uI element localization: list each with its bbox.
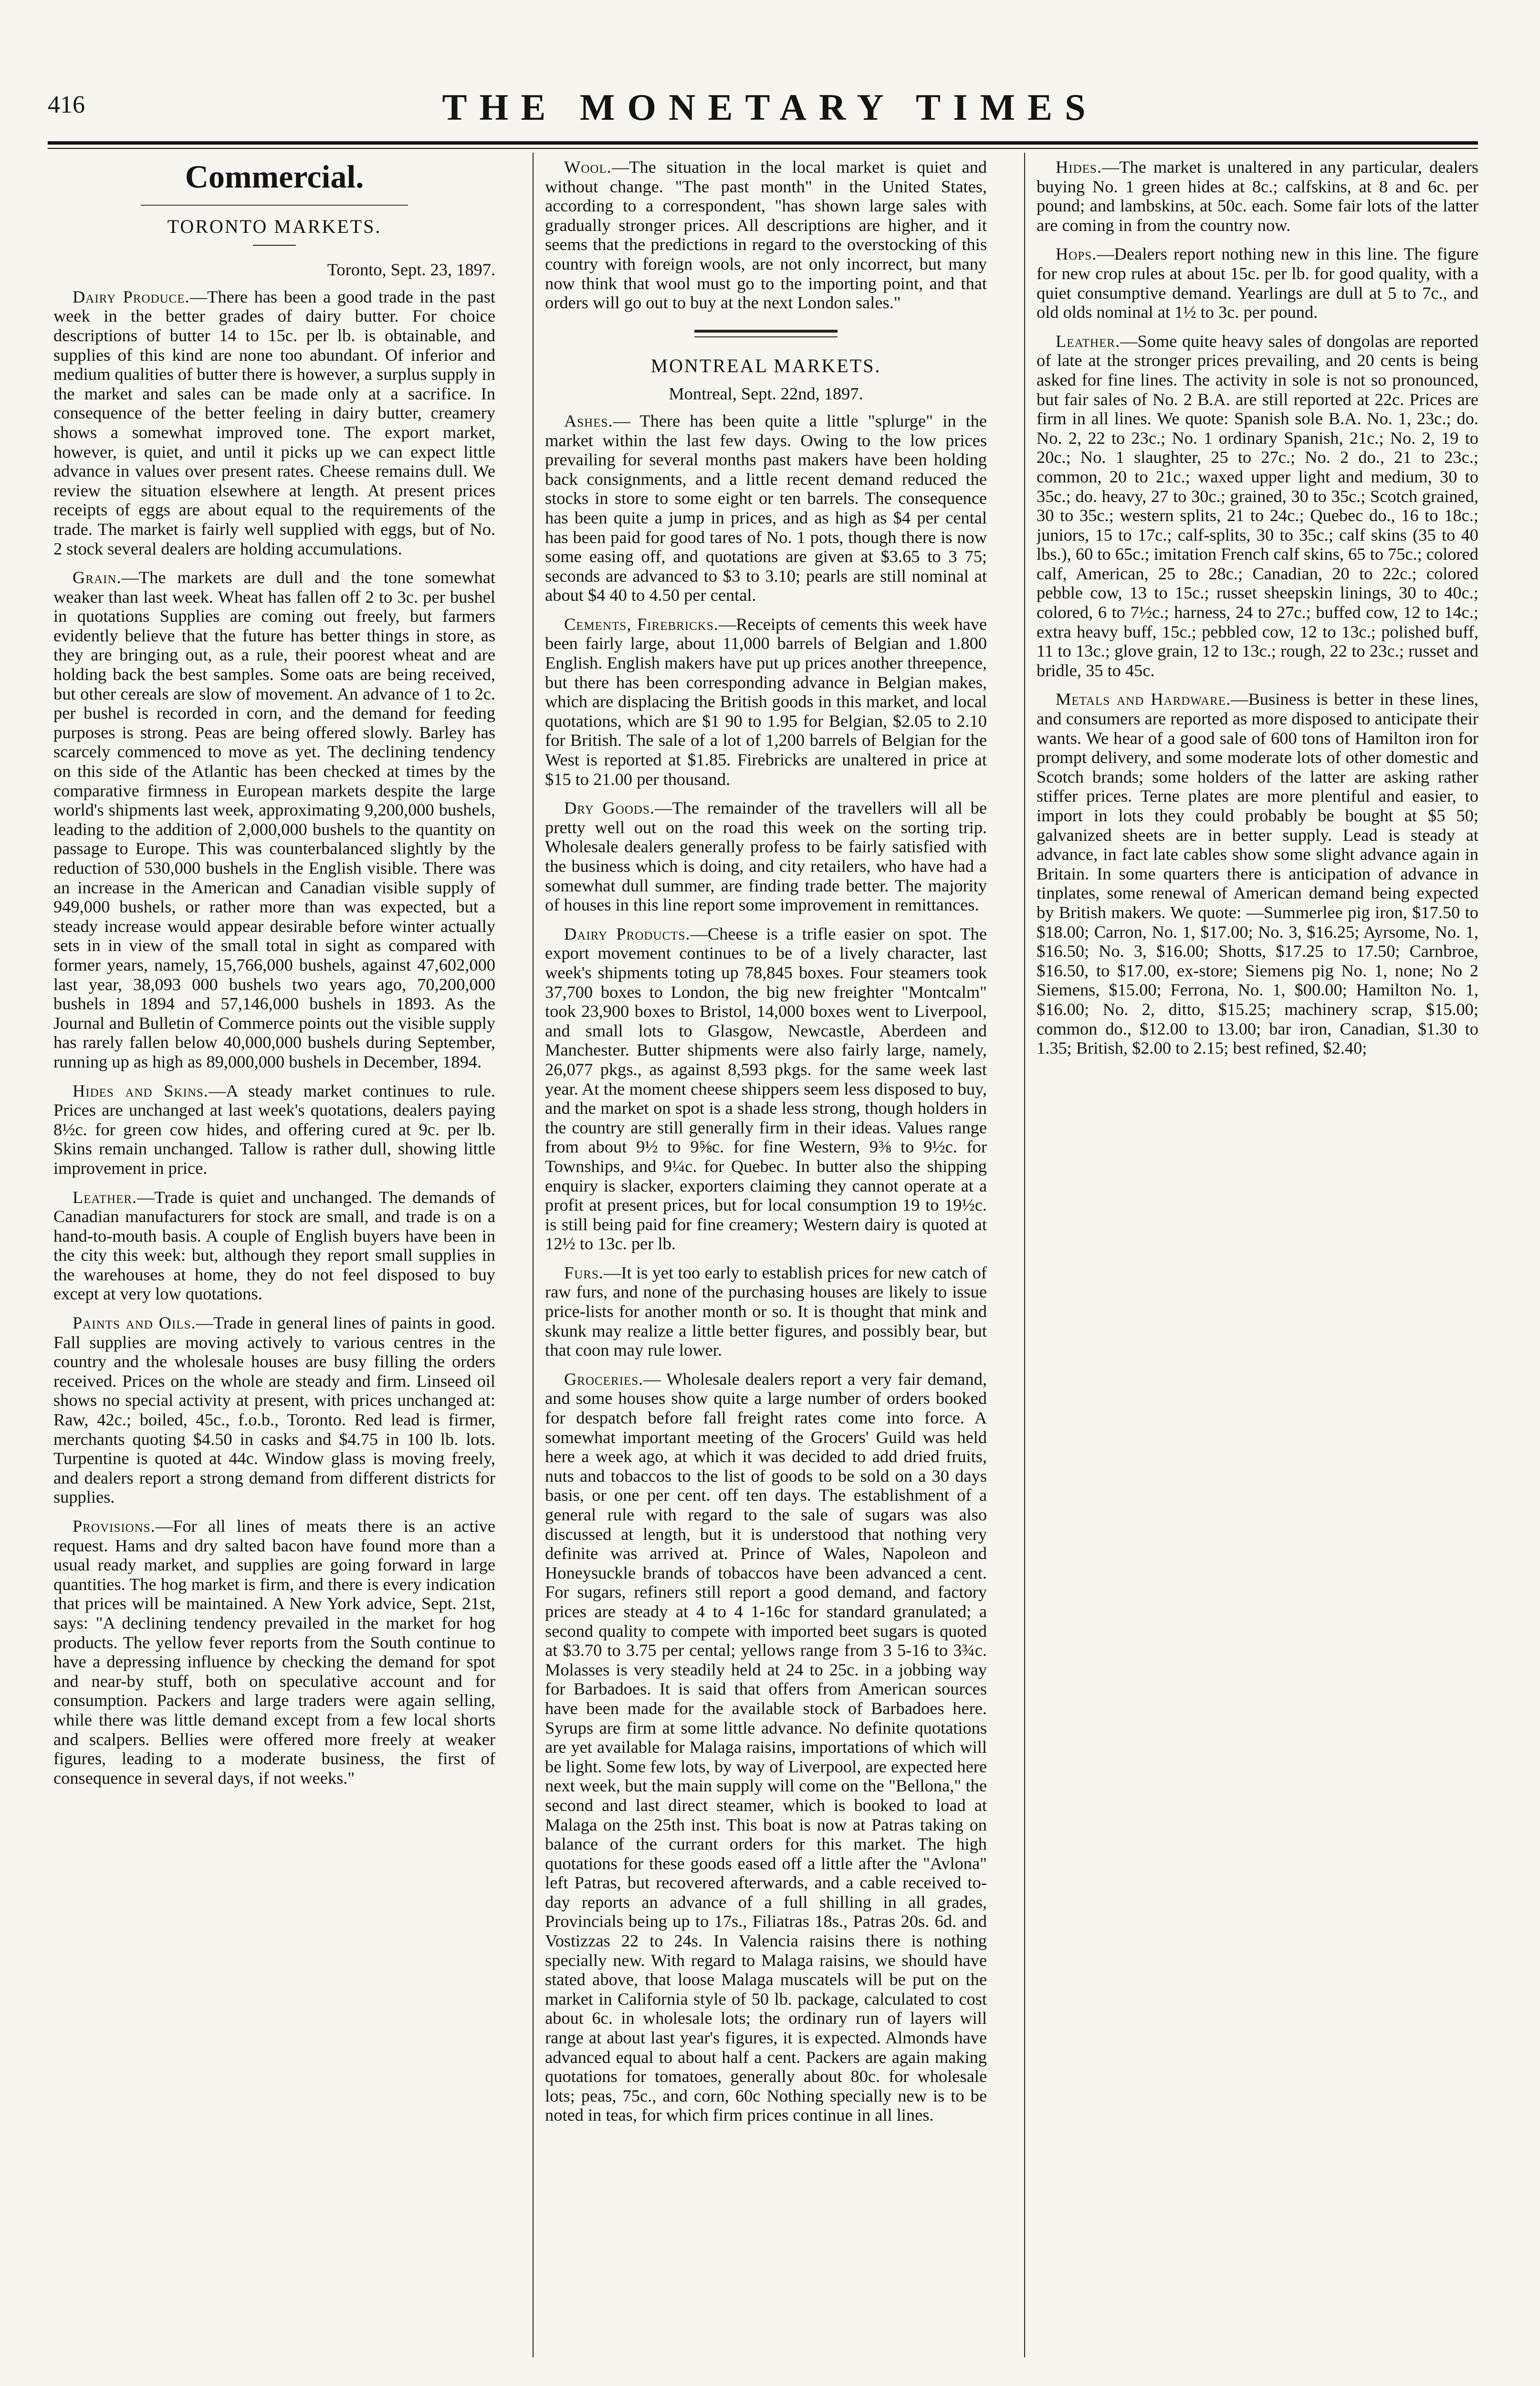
item-head: Leather. [1056, 331, 1121, 351]
item-text: —There has been a good trade in the past week in the better grades of dairy butter. For choice descriptions of butter 14 to 15c. per lb. is obtainable, and supplies of this kind are none too abundant. Of inferior and medium qualities of butter there is however, a surplus supply in the market and sales can be made only at a sacrifice. In consequence of the better feeling in dairy butter, creamery shows a somewhat improved tone. The export market, however, is quiet, and until it picks up we can expect little advance in values over present rates. Cheese remains dull. We review the situation elsewhere at length. At present prices receipts of eggs are about equal to the requirements of the trade. The market is fairly well supplied with eggs, but of No. 2 stock several dealers are holding accumulations. [53, 287, 495, 558]
montreal-groceries-paragraph [545, 1370, 987, 2125]
montreal-metals-paragraph [1037, 690, 1478, 1057]
toronto-provisions-paragraph [53, 1517, 495, 1788]
item-text: —The market is unaltered in any particular, dealers buying No. 1 green hides at 8c.; calfskins, at 8 and 6c. per pound; and lambskins, at 50c. each. Some fair lots of the latter are coming in from the country now. [1037, 157, 1478, 235]
item-head: Dairy Products. [564, 924, 691, 943]
column-divider [1024, 153, 1025, 2357]
item-head: Paints and Oils. [73, 1313, 196, 1333]
item-text: —Trade in general lines of paints in good. Fall supplies are moving actively to various centres in the country and the wholesale houses are busy filling the orders received. Prices on the whole are steady and firm. Linseed oil shows no special activity at present, with prices unchanged at: Raw, 42c.; boiled, 45c., f.o.b., Toronto. Red lead is firmer, merchants quoting $4.50 in casks and $4.75 in 100 lb. lots. Turpentine is quoted at 44c. Window glass is moving freely, and dealers report a strong demand from different districts for supplies. [53, 1313, 495, 1507]
item-head: Ashes. [564, 411, 613, 430]
item-text: —The remainder of the travellers will all be pretty well out on the road this week on the sorting trip. Wholesale dealers generally profess to be fairly satisfied with the business which is doing, and city retailers, who have had a somewhat dull summer, are finding trade better. The majority of houses in this line report some improvement in remittances. [545, 798, 987, 915]
item-head: Grain. [73, 568, 122, 587]
toronto-dateline: Toronto, Sept. 23, 1897. [327, 260, 495, 280]
montreal-ashes-paragraph [545, 411, 987, 605]
section-divider [694, 330, 838, 337]
item-head: Hides. [1056, 157, 1102, 177]
item-text: —It is yet too early to establish prices for new catch of raw furs, and none of the purchasing houses are likely to issue price-lists for another month or so. It is thought that mink and skunk may realize a little better figures, and possibly bear, but that coon may rule lower. [545, 1263, 987, 1360]
item-text: — There has been quite a little "splurge" in the market within the last few days. Owing to the low prices prevailing for several months past makers have been holding back consignments, and a little recent demand reduced the stocks in store to some eight or ten barrels. The consequence has been quite a jump in prices, and as high as $4 per cental has been paid for good tares of No. 1 pots, though there is now some easing off, and quotations are given at $3.65 to 3 75; seconds are advanced to $3 to 3.10; pearls are still nominal at about $4 40 to 4.50 per cental. [545, 411, 987, 605]
column-divider [533, 153, 534, 2357]
toronto-grain-paragraph [53, 568, 495, 1071]
item-text: —Cheese is a trifle easier on spot. The export movement continues to be of a lively character, last week's shipments toting up 78,845 boxes. Four steamers took 37,700 boxes to London, the big new freighter "Montcalm" took 23,900 boxes to Bristol, 14,000 boxes went to Liverpool, and small lots to Glasgow, Newcastle, Aberdeen and Manchester. Butter shipments were also fairly large, namely, 26,077 pkgs., as against 8,593 pkgs. for the same week last year. At the moment cheese shippers seem less disposed to buy, and the market on spot is a shade less strong, though holders in the country are still generally firm in their ideas. Values range from about 9½ to 9⅝c. for fine Western, 9⅜ to 9½c. for Townships, and 9¼c. for Quebec. In butter also the shipping enquiry is slacker, exporters claiming they cannot operate at a profit at present prices, but for local consumption 19 to 19½c. is still being paid for fine creamery; Western dairy is quoted at 12½ to 13c. per lb. [545, 924, 987, 1254]
montreal-dairy-paragraph [545, 924, 987, 1254]
masthead-rule [48, 141, 1478, 145]
montreal-dateline: Montreal, Sept. 22nd, 1897. [669, 384, 863, 404]
divider [253, 245, 296, 246]
item-text: —The markets are dull and the tone somewhat weaker than last week. Wheat has fallen off 2 to 3c. per bushel in quotations Supplies are coming out freely, but farmers evidently believe that the future has better things in store, as they are bringing out, as a rule, their poorest wheat and are holding back the best samples. Some oats are being received, but other cereals are slow of movement. An advance of 1 to 2c. per bushel is recorded in corn, and the demand for feeding purposes is strong. Peas are being offered slowly. Barley has scarcely commenced to move as yet. The declining tendency on this side of the Atlantic has been checked at times by the comparative firmness in European markets despite the large world's shipments last week, approximating 9,200,000 bushels, leading to the addition of 2,000,000 bushels to the quantity on passage to Europe. This was counterbalanced slightly by the reduction of 530,000 bushels in the English visible. There was an increase in the American and Canadian visible supply of 949,000 bushels, or rather more than was expected, but a steady increase would appear desirable before winter actually sets in in view of the small total in sight as compared with former years, namely, 15,766,000 bushels, against 47,602,000 last year, 38,093 000 bushels two years ago, 70,200,000 bushels in 1894 and 57,146,000 bushels in 1893. As the Journal and Bulletin of Commerce points out the visible supply has rarely fallen below 40,000,000 bushels during September, running up as high as 89,000,000 bushels in December, 1894. [53, 568, 495, 1071]
item-head: Cements, Firebricks. [564, 614, 719, 634]
item-text: — Wholesale dealers report a very fair demand, and some houses show quite a large number of orders booked for despatch before fall freight rates come into force. A somewhat important meeting of the Grocers' Guild was held here a week ago, at which it was decided to add dried fruits, nuts and tobaccos to the list of goods to be sold on a 30 days basis, or one per cent. off ten days. The establishment of a general rule with regard to the sale of sugars was also discussed at length, but it is understood that nothing very definite was arrived at. Prince of Wales, Napoleon and Honeysuckle brands of tobaccos have been advanced a cent. For sugars, refiners still report a good demand, and factory prices are steady at 4 to 4 1-16c for standard granulated; a second quality to compete with imported beet sugars is quoted at $3.70 to 3.75 per cental; yellows range from 3 5-16 to 3¾c. Molasses is very steadily held at 24 to 25c. in a jobbing way for Barbadoes. It is said that offers from American sources have been made for the available stock of Barbadoes here. Syrups are firm at some little advance. No definite quotations are yet available for Malaga raisins, importations of which will be light. Some few lots, by way of Liverpool, are expected here next week, but the main supply will come on the "Bellona," the second and last direct steamer, which is booked to load at Malaga on the 25th inst. This boat is now at Patras taking on balance of the currant orders for this market. The high quotations for these goods eased off a little after the "Avlona" left Patras, but recovered afterwards, and a cable received to-day reports an advance of a full shilling in all grades, Provincials being up to 17s., Filiatras 18s., Patras 20s. 6d. and Vostizzas 22 to 24s. In Valencia raisins there is nothing specially new. With regard to Malaga raisins, we should have stated above, that loose Malaga muscatels will be put on the market in California style of 50 lb. package, calculated to cost about 6c. in wholesale lots; the ordinary run of layers will range at about last year's figures, it is expected. Almonds have advanced equal to about half a cent. Packers are again making quotations for tomatoes, generally about 80c. for wholesale lots; peas, 75c., and corn, 60c Nothing specially new is to be noted in teas, for which firm prices continue in all lines. [545, 1369, 987, 2125]
item-head: Provisions. [73, 1517, 156, 1536]
montreal-drygoods-paragraph [545, 798, 987, 915]
item-text: —Business is better in these lines, and consumers are reported as more disposed to anticipate their wants. We hear of a good sale of 600 tons of Hamilton iron for prompt delivery, and some moderate lots of other domestic and Scotch brands; some holders of the latter are asking rather stiffer prices. Terne plates are more plentiful and easier, to import in lots they could probably be bought at $5 50; galvanized sheets are in better supply. Lead is steady at advance, in fact late cables show some slight advance again in Britain. In some quarters there is anticipation of advance in tinplates, some renewal of American demand being expected by British makers. We quote: —Summerlee pig iron, $17.50 to $18.00; Carron, No. 1, $17.00; No. 3, $16.25; Ayrsome, No. 1, $16.50; No. 3, $16.00; Shotts, $17.25 to 17.50; Carnbroe, $16.50, to $17.00, ex-store; Siemens pig No. 1, none; No 2 Siemens, $15.00; Ferrona, No. 1, $00.00; Hamilton No. 1, $16.00; No. 2, ditto, $15.25; machinery scrap, $15.00; common do., $12.00 to 13.00; bar iron, Canadian, $1.30 to 1.35; British, $2.00 to 2.15; best refined, $2.40; [1037, 690, 1478, 1058]
montreal-leather-paragraph [1037, 332, 1478, 680]
item-text: —Some quite heavy sales of dongolas are reported of late at the stronger prices prevailing, and 20 cents is being asked for fine lines. The activity in sole is not so pronounced, but fair sales of No. 2 B.A. are still reported at 22c. Prices are firm in all lines. We quote: Spanish sole B.A. No. 1, 23c.; do. No. 2, 22 to 23c.; No. 1 ordinary Spanish, 21c.; No. 2, 19 to 20c.; No. 1 slaughter, 25 to 27c.; No. 2 do., 21 to 23c.; common, 20 to 21c.; waxed upper light and medium, 30 to 35c.; do. heavy, 27 to 30c.; grained, 30 to 35c.; Scotch grained, 30 to 35c.; western splits, 21 to 24c.; Quebec do., 16 to 18c.; juniors, 15 to 17c.; calf-splits, 30 to 35c.; calf skins (35 to 40 lbs.), 60 to 65c.; imitation French calf skins, 65 to 75c.; colored calf, American, 25 to 28c.; Canadian, 20 to 22c.; colored pebble cow, 13 to 15c.; russet sheepskin linings, 30 to 40c.; colored, 6 to 7½c.; harness, 24 to 27c.; buffed cow, 12 to 14c.; extra heavy buff, 15c.; pebbled cow, 12 to 13c.; polished buff, 11 to 13c.; glove grain, 12 to 13c.; rough, 22 to 23c.; russet and bridle, 35 to 45c. [1037, 331, 1478, 680]
item-head: Metals and Hardware. [1056, 690, 1231, 709]
section-title: Commercial. [185, 158, 364, 195]
divider [141, 205, 408, 206]
column-1 [53, 157, 495, 2353]
item-text: —Receipts of cements this week have been fairly large, about 11,000 barrels of Belgian and 1.800 English. English makers have put up prices another threepence, but there has been corresponding advance in Belgian makes, which are displacing the British goods in this market, and local quotations, which are $1 90 to 1.95 for Belgian, $2.05 to 2.10 for British. The sale of a lot of 1,200 barrels of Belgian for the West is reported at $1.85. Firebricks are unaltered in price at $15 to 21.00 per thousand. [545, 614, 987, 789]
montreal-hides-paragraph [1037, 157, 1478, 235]
item-text: —For all lines of meats there is an active request. Hams and dry salted bacon have found more than a usual ready market, and supplies are going forward in large quantities. The hog market is firm, and there is every indication that prices will be maintained. A New York advice, Sept. 21st, says: "A declining tendency prevailed in the market for hog products. The yellow fever reports from the South continue to have a depressing influence by checking the demand for spot and near-by stuff, both on speculative account and for consumption. Packers and large traders were again selling, while there was little demand except from a few local shorts and scalpers. Bellies were offered more freely at weaker figures, leading to a moderate business, the first of consequence in several days, if not weeks." [53, 1517, 495, 1788]
item-head: Hides and Skins. [73, 1081, 209, 1100]
masthead: THE MONETARY TIMES [442, 86, 1098, 128]
page-number: 416 [48, 91, 85, 118]
toronto-dairy-paragraph [53, 287, 495, 558]
item-text: —Dealers report nothing new in this line. The figure for new crop rules at about 15c. per lb. for good quality, with a quiet consumptive demand. Yearlings are dull at 5 to 7c., and old olds nominal at 1½ to 3c. per pound. [1037, 244, 1478, 322]
column-2 [545, 157, 987, 2353]
item-text: —The situation in the local market is quiet and without change. "The past month" in the United States, according to a correspondent, "has shown large sales with gradually stronger prices. All descriptions are higher, and it seems that the predictions in regard to the overstocking of this country with foreign wools, are not only incorrect, but many now think that wool must go to the importing point, and that orders will go out to buy at the next London sales." [545, 157, 987, 313]
item-head: Groceries. [564, 1369, 644, 1389]
montreal-heading: MONTREAL MARKETS. [650, 355, 881, 377]
item-head: Dry Goods. [564, 798, 655, 818]
item-head: Leather. [73, 1187, 137, 1207]
toronto-paints-paragraph [53, 1313, 495, 1507]
item-head: Furs. [564, 1263, 604, 1282]
item-head: Wool. [564, 157, 612, 177]
item-text: —A steady market continues to rule. Prices are unchanged at last week's quotations, dealers paying 8½c. for green cow hides, and offering cured at 9c. per lb. Skins remain unchanged. Tallow is rather dull, showing little improvement in price. [53, 1081, 495, 1178]
masthead-rule-thin [48, 148, 1478, 149]
toronto-hides-paragraph [53, 1081, 495, 1178]
montreal-cements-paragraph [545, 615, 987, 789]
column-3 [1037, 157, 1478, 2353]
item-head: Dairy Produce. [73, 287, 190, 306]
item-text: —Trade is quiet and unchanged. The demands of Canadian manufacturers for stock are small, and trade is on a hand-to-mouth basis. A couple of English buyers have been in the city this week: but, although they report small supplies in the warehouses at home, they do not feel disposed to buy except at very low quotations. [53, 1187, 495, 1304]
montreal-furs-paragraph [545, 1263, 987, 1360]
toronto-heading: TORONTO MARKETS. [167, 215, 382, 237]
toronto-leather-paragraph [53, 1188, 495, 1304]
montreal-hops-paragraph [1037, 244, 1478, 322]
toronto-wool-paragraph [545, 157, 987, 313]
item-head: Hops. [1056, 244, 1097, 264]
